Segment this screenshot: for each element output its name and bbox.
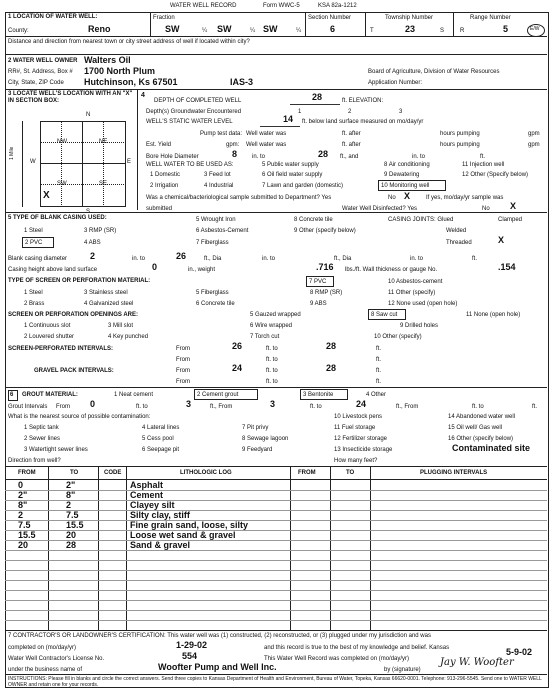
grout-from-3-label: ft., From [396,404,419,410]
use-ac[interactable]: 8 Air conditioning [384,162,430,168]
casing-asbestos[interactable]: 6 Asbestos-Cement [196,228,249,234]
signature-label: by (signature) [384,667,421,673]
contam-sewer[interactable]: 2 Sewer lines [24,436,61,442]
nw-label: NW [57,139,67,145]
how-many-feet-label: How many feet? [334,458,378,464]
se-label: SE [99,181,108,187]
r-label: R [460,28,465,34]
joint-threaded[interactable]: Threaded [446,240,472,246]
gravel-ft-1: ft. [376,368,382,374]
log-row-3-from[interactable]: 2 [18,510,24,520]
ne-label: NE [99,139,108,145]
instructions: INSTRUCTIONS: Please fill in blanks and circle the correct answers. Send three copies to Kansas Department of Health and Environment, Bureau of Water, Topeka, Kansas 66620-0001. Telephone: 913-296-5545. Send one to WATER WELL OWNER and retain one for your records. [8,676,542,688]
grout-to-3-label: ft. to [472,404,484,410]
casing-ft-dia-2: ft., Dia [334,256,352,262]
yield-label: Est. Yield [146,142,172,148]
screen-asbestos[interactable]: 10 Asbestos-cement [388,279,443,285]
bore-ft: ft. [480,154,486,160]
opening-mill[interactable]: 3 Mill slot [108,323,134,329]
casing-in-to: in. to [132,256,146,262]
grout-bentonite[interactable]: 3 Bentonite [303,392,334,398]
county-label: County: [8,28,29,34]
casing-pvc[interactable]: 2 PVC [25,240,43,246]
form-number: Form WWC-5 [263,3,300,9]
ew-label: E/W [530,26,540,32]
casing-concrete-tile[interactable]: 8 Concrete tile [294,217,333,223]
contam-feedyard[interactable]: 9 Feedyard [242,447,273,453]
use-feedlot[interactable]: 3 Feed lot [204,172,231,178]
depth-section-number: 4 [141,92,145,99]
locate-section-label: 3 LOCATE WELL'S LOCATION WITH AN "X" IN SECTION BOX: [8,91,133,104]
gravel-ft-2: ft. [376,379,382,385]
contam-fertilizer[interactable]: 12 Fertilizer storage [334,436,388,442]
township-value[interactable]: 23 [405,24,416,34]
owner-section-label: 2 WATER WELL OWNER [8,58,78,64]
log-row-2-description[interactable]: Clayey silt [130,500,175,510]
range-value[interactable]: 5 [503,24,509,34]
quarter-2: ¼ [250,28,256,34]
use-lawn[interactable]: 7 Lawn and garden (domestic) [262,183,344,189]
sample-tail: If yes, mo/day/yr sample was [426,195,504,201]
casing-height-label: Casing height above land surface [8,267,98,273]
log-row-6-from[interactable]: 20 [18,540,29,550]
log-row-5-to[interactable]: 20 [66,530,77,540]
perf-ft-1: ft. [376,346,382,352]
log-row-1-from[interactable]: 2" [18,490,28,500]
contam-livestock[interactable]: 10 Livestock pens [334,414,383,420]
plug-intervals-header: PLUGGING INTERVALS [420,470,488,476]
contam-site[interactable]: Contaminated site [452,443,531,453]
bore-ft-and: ft., and [340,154,359,160]
joint-clamped[interactable]: Clamped [498,217,523,223]
casing-to-value[interactable]: 26 [176,251,187,261]
casing-gauge-value[interactable]: .154 [498,262,516,272]
opening-louvered[interactable]: 2 Louvered shutter [24,334,75,340]
business-name[interactable]: Woofter Pump and Well Inc. [158,662,277,672]
range-label: Range Number [470,15,511,21]
well-water-was-2: Well water was [246,142,287,148]
gravel-from-value[interactable]: 24 [232,363,243,373]
casing-diameter-label: Blank casing diameter [8,256,68,262]
t-label: T [370,28,374,34]
opening-wire[interactable]: 6 Wire wrapped [250,323,293,329]
casing-height-value[interactable]: 0 [152,262,158,272]
opening-none[interactable]: 11 None (open hole) [466,312,521,318]
use-irrigation[interactable]: 2 Irrigation [150,183,179,189]
contam-seepage[interactable]: 6 Seepage pit [142,447,180,453]
location-section-label: 1 LOCATION OF WATER WELL: [8,14,98,20]
depth-label: DEPTH OF COMPLETED WELL [154,98,242,104]
contam-lagoon[interactable]: 8 Sewage lagoon [242,436,289,442]
screen-fiberglass[interactable]: 5 Fiberglass [196,290,229,296]
north-label: N [86,112,91,118]
grout-other[interactable]: 4 Other [366,392,387,398]
use-monitoring[interactable]: 10 Monitoring well [381,183,430,189]
casing-rmp[interactable]: 3 RMP (SR) [84,228,117,234]
screen-stainless[interactable]: 3 Stainless steel [84,290,128,296]
groundwater-label: Depth(s) Groundwater Encountered [146,109,242,115]
gravel-from-label: From [176,368,190,374]
log-row-5-from[interactable]: 15.5 [18,530,36,540]
well-water-was-1: Well water was [246,131,287,137]
disinfected-no-x[interactable]: X [510,201,517,211]
completed-date[interactable]: 1-29-02 [176,640,208,650]
application-label: Application Number: [368,80,423,86]
board-label: Board of Agriculture, Division of Water Resources [368,69,500,75]
opening-gauzed[interactable]: 5 Gauzed wrapped [250,312,301,318]
log-row-0-to[interactable]: 2" [66,480,76,490]
casing-in-to-3: in. to [410,256,424,262]
owner-address[interactable]: 1700 North Plum [84,66,156,76]
disinfected-no-label: No [482,206,490,212]
bore-value[interactable]: 8 [232,149,238,159]
township-label: Township Number [385,15,434,21]
submitted-label: submitted [146,206,173,212]
true-statement: and this record is true to the best of my knowledge and belief. Kansas [264,645,450,651]
sw-label: SW [57,181,67,187]
screen-brass[interactable]: 2 Brass [24,301,45,307]
grout-to-2[interactable]: 24 [356,399,367,409]
distance-label: Distance and direction from nearest town or city street address of well if located within city? [8,39,250,45]
ksa-reference: KSA 82a-1212 [318,3,357,9]
grout-from-label: From [56,404,70,410]
hours-pumping-2: hours pumping [440,142,480,148]
bore-in-to: in. to [252,154,266,160]
screen-rmp[interactable]: 8 RMP (SR) [310,290,343,296]
gw-3-label: 3 [399,109,403,115]
casing-ft: ft. [472,256,478,262]
city-label: City, State, ZIP Code [8,80,64,86]
contam-oilwell[interactable]: 15 Oil well/ Gas well [448,425,503,431]
gpm-1: gpm [528,131,540,137]
bore-to-value[interactable]: 28 [318,149,329,159]
casing-ft-dia: ft., Dia [204,256,222,262]
use-domestic[interactable]: 1 Domestic [150,172,181,178]
use-injection[interactable]: 11 Injection well [462,162,505,168]
fraction-label: Fraction [153,15,175,21]
screen-concrete[interactable]: 6 Concrete tile [196,301,235,307]
contamination-label: What is the nearest source of possible contamination: [8,414,151,420]
well-location-x[interactable]: X [43,190,50,201]
chem-sample-label: Was a chemical/bacteriological sample submitted to Department? Yes [146,195,332,201]
bore-label: Bore Hole Diameter [146,154,199,160]
opening-key[interactable]: 4 Key punched [108,334,149,340]
gravel-intervals-label: GRAVEL PACK INTERVALS: [34,368,114,374]
perf-from-label: From [176,346,190,352]
disinfected-label: Water Well Disinfected? Yes [342,206,418,212]
log-row-1-description[interactable]: Cement [130,490,164,500]
opening-drilled[interactable]: 9 Drilled holes [400,323,439,329]
casing-weight-value[interactable]: .716 [316,262,334,272]
log-litho-header: LITHOLOGIC LOG [180,470,232,476]
contam-cess[interactable]: 5 Cess pool [142,436,174,442]
grout-from-2-label: ft., From [210,404,233,410]
opening-continuous[interactable]: 1 Continuous slot [24,323,71,329]
screen-type-label: TYPE OF SCREEN OR PERFORATION MATERIAL: [8,278,151,284]
casing-section-label: 5 TYPE OF BLANK CASING USED: [8,215,107,221]
license-label: Water Well Contractor's License No. [8,656,105,662]
gravel-to-label-2: ft. to [266,379,278,385]
grout-to-1[interactable]: 3 [186,399,192,409]
casing-diameter-value[interactable]: 2 [90,251,96,261]
ft-after-1: ft. after [342,131,361,137]
log-to-header: TO [70,470,79,476]
grout-number: 6 [10,392,14,398]
mile-label: 1 Mile [9,146,15,160]
contam-other[interactable]: 16 Other (specify below) [448,436,514,442]
casing-lbs-label: lbs./ft. Wall thickness or gauge No. [345,267,438,273]
use-industrial[interactable]: 4 Industrial [204,183,234,189]
contam-watertight[interactable]: 3 Watertight sewer lines [24,447,88,453]
county-value[interactable]: Reno [88,24,111,34]
log-code-header: CODE [104,470,122,476]
gravel-to-label: ft. to [266,368,278,374]
log-row-1-to[interactable]: 8" [66,490,76,500]
quarter-3: ¼ [296,28,302,34]
record-completed-label: This Water Well Record was completed on (mo/day/yr) [264,656,410,662]
log-row-2-from[interactable]: 8" [18,500,28,510]
casing-abs[interactable]: 4 ABS [84,240,101,246]
perf-from-value[interactable]: 26 [232,341,243,351]
perf-to-label-2: ft. to [266,357,278,363]
log-row-6-description[interactable]: Sand & gravel [130,540,191,550]
gravel-to-value[interactable]: 28 [326,363,337,373]
static-level-label: WELL'S STATIC WATER LEVEL [146,119,233,125]
chem-no-x[interactable]: X [404,191,411,201]
south-label: S [86,209,91,215]
gpm-2: gpm [528,142,540,148]
fraction-1[interactable]: SW [165,24,180,34]
section-grid[interactable] [40,121,126,207]
screen-none[interactable]: 12 None used (open hole) [388,301,458,307]
casing-in-to-2: in. to [262,256,276,262]
fraction-3[interactable]: SW [263,24,278,34]
log-row-3-to[interactable]: 7.5 [66,510,79,520]
screen-pvc[interactable]: 7 PVC [309,279,327,285]
contam-insecticide[interactable]: 13 Insecticide storage [334,447,393,453]
contam-septic[interactable]: 1 Septic tank [24,425,59,431]
joint-welded[interactable]: Welded [446,228,467,234]
plug-from-header: FROM [298,470,316,476]
use-public[interactable]: 5 Public water supply [262,162,319,168]
use-dewatering[interactable]: 9 Dewatering [384,172,420,178]
gw-2-label: 2 [348,109,352,115]
gw-1-label: 1 [298,109,302,115]
fraction-2[interactable]: SW [217,24,232,34]
gpm-yield: gpm: [226,142,240,148]
log-from-header: FROM [18,470,36,476]
grout-from-1[interactable]: 0 [90,399,96,409]
joint-threaded-x[interactable]: X [498,235,505,245]
perf-ft-2: ft. [376,357,382,363]
perf-to-label: ft. to [266,346,278,352]
west-label: W [30,159,36,165]
section-number-value[interactable]: 6 [330,24,336,34]
casing-weight-label: in., weight [188,267,216,273]
static-level-tail: ft. below land surface measured on mo/day/yr [302,119,424,125]
casing-wrought-iron[interactable]: 5 Wrought Iron [196,217,236,223]
contam-fuel[interactable]: 11 Fuel storage [334,425,376,431]
log-row-0-from[interactable]: 0 [18,480,24,490]
static-level-value[interactable]: 14 [283,114,294,124]
log-row-4-from[interactable]: 7.5 [18,520,31,530]
casing-fiberglass[interactable]: 7 Fiberglass [196,240,229,246]
grout-label: GROUT MATERIAL: [22,392,78,398]
log-row-5-description[interactable]: Loose wet sand & gravel [130,530,236,540]
screen-galvanized[interactable]: 4 Galvanized steel [84,301,134,307]
contam-abandoned[interactable]: 14 Abandoned water well [448,414,516,420]
log-row-6-to[interactable]: 28 [66,540,77,550]
use-label: WELL WATER TO BE USED AS: [146,162,234,168]
perf-intervals-label: SCREEN-PERFORATED INTERVALS: [8,346,114,352]
opening-other[interactable]: 10 Other (specify) [374,334,422,340]
ias-code: IAS-3 [230,77,254,87]
log-row-0-description[interactable]: Asphalt [130,480,164,490]
direction-label: Direction from well? [8,458,61,464]
use-oilfield[interactable]: 6 Oil field water supply [262,172,323,178]
contam-lateral[interactable]: 4 Lateral lines [142,425,180,431]
perf-to-value[interactable]: 28 [326,341,337,351]
bore-in-to-2: in. to [412,154,426,160]
section-number-label: Section Number [308,15,352,21]
contam-pit[interactable]: 7 Pit privy [242,425,269,431]
casing-other[interactable]: 9 Other (specify below) [294,228,356,234]
ft-after-2: ft. after [342,142,361,148]
hours-pumping-1: hours pumping [440,131,480,137]
certification-label: 7 CONTRACTOR'S OR LANDOWNER'S CERTIFICATION: This water well was (1) constructed, (2) reconstructed, or (3) plugged under my jurisdiction and was [8,633,431,639]
record-date[interactable]: 5-9-02 [506,647,533,657]
grout-neat[interactable]: 1 Neat cement [114,392,154,398]
completed-label: completed on (mo/day/yr) [8,645,77,651]
pump-test-label: Pump test data: [200,131,243,137]
license-number[interactable]: 554 [182,651,198,661]
grout-from-2[interactable]: 3 [270,399,276,409]
grout-intervals-label: Grout Intervals [8,404,48,410]
screen-abs[interactable]: 9 ABS [310,301,327,307]
owner-name[interactable]: Walters Oil [84,55,131,65]
log-row-3-description[interactable]: Silty clay, stiff [130,510,190,520]
s-label: S [440,28,445,34]
chem-no-label: No [388,195,396,201]
elevation-label: ft. ELEVATION: [342,98,384,104]
depth-value[interactable]: 28 [312,92,323,102]
quarter-1: ¼ [202,28,208,34]
gravel-from-label-2: From [176,379,190,385]
grout-to-2-label: ft. to [310,404,322,410]
log-row-2-to[interactable]: 2 [66,500,72,510]
grout-ft-end: ft. [532,404,538,410]
perf-from-label-2: From [176,357,190,363]
signature[interactable]: Jay W. Woofter [440,657,514,668]
casing-steel[interactable]: 1 Steel [24,228,43,234]
screen-steel[interactable]: 1 Steel [24,290,43,296]
owner-city[interactable]: Hutchinson, Ks 67501 [84,77,178,87]
screen-other[interactable]: 11 Other (specify) [388,290,436,296]
casing-joints-label: CASING JOINTS: Glued [388,217,454,223]
opening-saw-cut[interactable]: 8 Saw cut [371,312,398,318]
grout-to-1-label: ft. to [136,404,148,410]
log-row-4-description[interactable]: Fine grain sand, loose, silty [130,520,249,530]
form-title: WATER WELL RECORD [170,3,237,9]
plug-to-header: TO [346,470,355,476]
east-label: E [127,159,132,165]
address-label: RR#, St. Address, Box # [8,69,73,75]
use-other[interactable]: 12 Other (Specify below) [462,172,529,178]
grout-cement[interactable]: 2 Cement grout [197,392,239,398]
opening-torch[interactable]: 7 Torch cut [250,334,280,340]
business-label: under the business name of [8,667,83,673]
log-row-4-to[interactable]: 15.5 [66,520,84,530]
openings-label: SCREEN OR PERFORATION OPENINGS ARE: [8,312,139,318]
